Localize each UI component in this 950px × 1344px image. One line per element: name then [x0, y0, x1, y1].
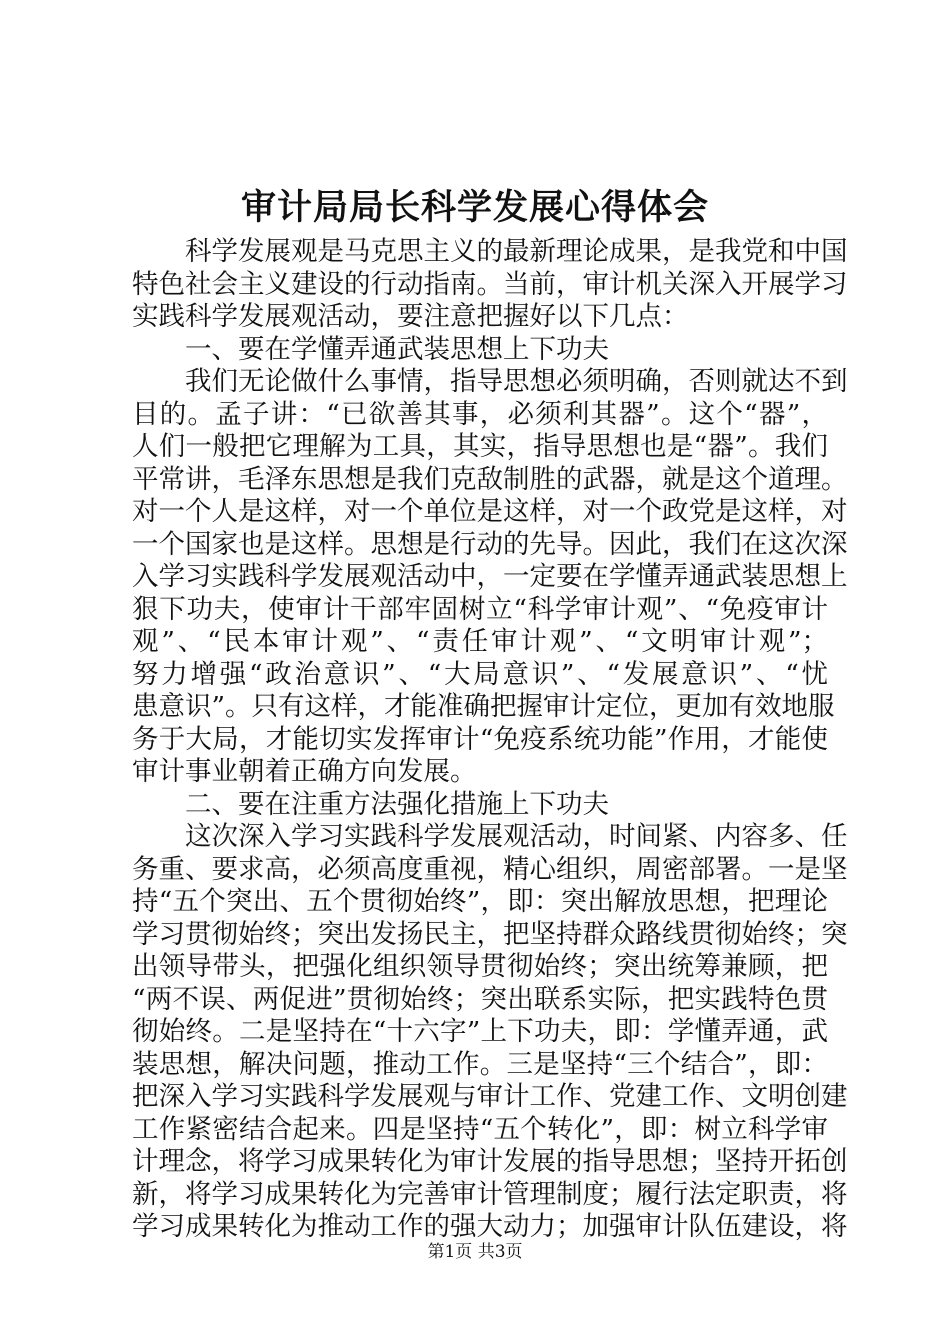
body-line: 这次深入学习实践科学发展观活动，时间紧、内容多、任 — [185, 821, 848, 852]
body-line: 务于大局，才能切实发挥审计“免疫系统功能”作用，才能使 — [132, 723, 828, 755]
body-line: 计理念，将学习成果转化为审计发展的指导思想；坚持开拓创 — [132, 1146, 848, 1177]
body-line: 入学习实践科学发展观活动中，一定要在学懂弄通武装思想上 — [132, 561, 848, 592]
body-line: 我们无论做什么事情，指导思想必须明确，否则就达不到 — [185, 366, 848, 397]
body-line: 平常讲，毛泽东思想是我们克敌制胜的武器，就是这个道理。 — [132, 463, 848, 495]
body-line: 审计事业朝着正确方向发展。 — [132, 756, 477, 787]
body-line: 对一个人是这样，对一个单位是这样，对一个政党是这样，对 — [132, 496, 848, 527]
body-line: 目的。孟子讲：“已欲善其事，必须利其器”。这个“器”， — [132, 398, 828, 430]
body-line: 学习成果转化为推动工作的强大动力；加强审计队伍建设，将 — [132, 1211, 848, 1242]
body-line: 务重、要求高，必须高度重视，精心组织，周密部署。一是坚 — [132, 853, 848, 885]
body-line: 学习贯彻始终；突出发扬民主，把坚持群众路线贯彻始终；突 — [132, 918, 848, 950]
body-line: 一个国家也是这样。思想是行动的先导。因此，我们在这次深 — [132, 528, 848, 560]
body-line: 患意识”。只有这样，才能准确把握审计定位，更加有效地服 — [132, 691, 835, 722]
body-line: 工作紧密结合起来。四是坚持“五个转化”，即：树立科学审 — [132, 1113, 828, 1145]
body-line: 新，将学习成果转化为完善审计管理制度；履行法定职责，将 — [132, 1178, 848, 1210]
body-line: 出领导带头，把强化组织领导贯彻始终；突出统筹兼顾，把 — [132, 951, 828, 982]
body-line: 努力增强“政治意识”、“大局意识”、“发展意识”、“忧 — [132, 658, 828, 690]
body-line: 装思想，解决问题，推动工作。三是坚持“三个结合”，即： — [132, 1048, 828, 1080]
body-line: 把深入学习实践科学发展观与审计工作、党建工作、文明创建 — [132, 1081, 848, 1112]
document-title: 审计局局长科学发展心得体会 — [240, 188, 709, 228]
body-line: 实践科学发展观活动，要注意把握好以下几点： — [132, 301, 689, 332]
body-line: “两不误、两促进”贯彻始终；突出联系实际，把实践特色贯 — [132, 983, 828, 1015]
body-line: 持“五个突出、五个贯彻始终”，即：突出解放思想，把理论 — [132, 886, 828, 917]
body-line: 彻始终。二是坚持在“十六字”上下功夫，即：学懂弄通，武 — [132, 1016, 828, 1047]
body-line: 特色社会主义建设的行动指南。当前，审计机关深入开展学习 — [132, 268, 848, 300]
page-number-footer: 第1页 共3页 — [427, 1242, 523, 1262]
body-line: 狠下功夫，使审计干部牢固树立“科学审计观”、“免疫审计 — [132, 593, 828, 625]
body-line: 人们一般把它理解为工具，其实，指导思想也是“器”。我们 — [132, 431, 828, 462]
body-line: 观”、“民本审计观”、“责任审计观”、“文明审计观”； — [132, 626, 828, 657]
section-heading: 一、要在学懂弄通武装思想上下功夫 — [185, 333, 609, 365]
body-line: 科学发展观是马克思主义的最新理论成果，是我党和中国 — [185, 236, 848, 267]
document-body — [132, 236, 848, 1244]
section-heading: 二、要在注重方法强化措施上下功夫 — [185, 788, 609, 820]
